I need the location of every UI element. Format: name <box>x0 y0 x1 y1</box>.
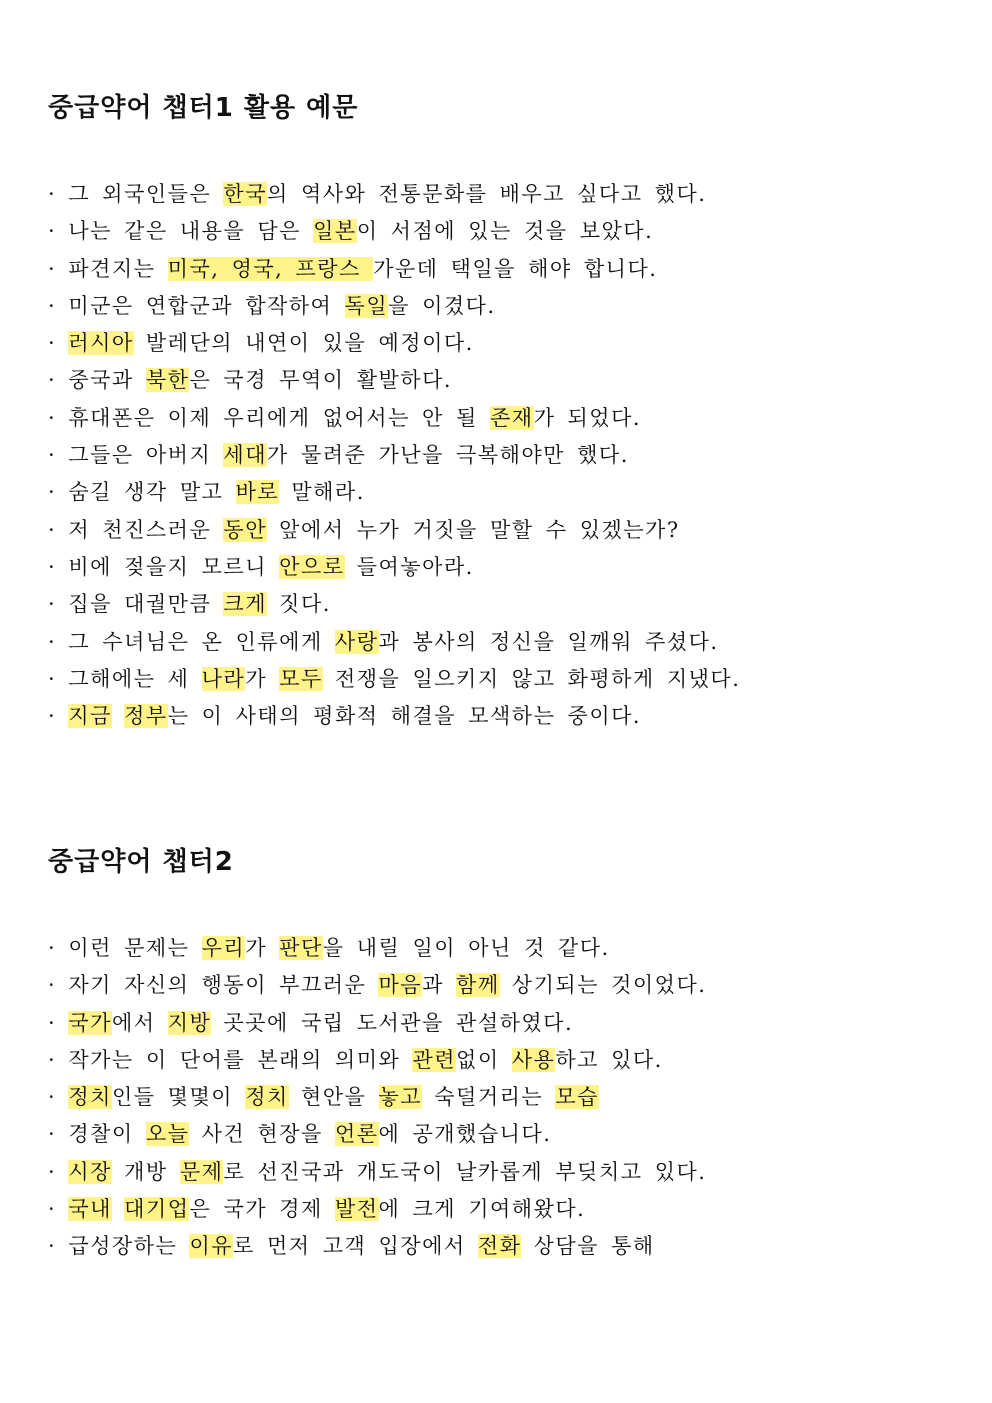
example-sentence <box>48 549 948 586</box>
highlighted-term: 한국 <box>223 182 267 206</box>
sentence-text: · 중국과 <box>48 368 146 393</box>
example-sentence <box>48 698 948 735</box>
sentence-text: · 숨길 생각 말고 <box>48 480 236 505</box>
example-sentence <box>48 362 948 399</box>
section-chapter-1 <box>48 88 948 735</box>
sentence-text: 없이 <box>456 1047 512 1072</box>
highlighted-term: 모두 <box>279 666 323 691</box>
highlighted-term: 언론 <box>334 1122 379 1147</box>
highlighted-term: 국내 <box>68 1197 112 1222</box>
sentence-text: 현안을 <box>288 1085 379 1110</box>
example-sentence <box>48 930 948 967</box>
example-sentence <box>48 967 948 1004</box>
sentence-text: · 비에 젖을지 모르니 <box>48 554 280 579</box>
sentence-text: 개방 <box>111 1159 180 1184</box>
highlighted-term: 사랑 <box>334 629 379 654</box>
sentence-text: 곳곳에 국립 도서관을 관설하였다. <box>211 1010 574 1035</box>
sentence-text: 앞에서 누가 거짓을 말할 수 있겠는가? <box>267 517 680 542</box>
sentence-text: 전쟁을 일으키지 않고 화평하게 지냈다. <box>322 666 741 691</box>
highlighted-term: 크게 <box>223 592 267 617</box>
section-title: 중급약어 챕터1 활용 예문 <box>48 93 359 123</box>
highlighted-term: 나라 <box>201 666 246 691</box>
sentence-text: · 휴대폰은 이제 우리에게 없어서는 안 될 <box>48 405 490 430</box>
highlighted-term: 일본 <box>313 219 357 244</box>
highlighted-term: 지금 <box>68 704 112 729</box>
highlighted-term: 마음 <box>378 973 423 998</box>
example-sentence <box>48 661 948 698</box>
sentence-text: 과 봉사의 정신을 일깨워 주셨다. <box>378 629 719 654</box>
sentence-text: 을 내릴 일이 아닌 것 같다. <box>322 936 610 960</box>
sentence-text: · 급성장하는 <box>48 1234 190 1259</box>
sentence-text: · <box>48 704 69 729</box>
highlighted-term: 바로 <box>235 480 280 505</box>
example-sentence <box>48 512 948 549</box>
example-sentence <box>48 1042 948 1079</box>
example-sentence <box>48 1228 948 1265</box>
example-sentence <box>48 1116 948 1153</box>
highlighted-term: 동안 <box>223 517 267 542</box>
example-sentence <box>48 437 948 474</box>
highlighted-term: 오늘 <box>145 1122 190 1147</box>
sentence-text: · 그 수녀님은 온 인류에게 <box>48 629 335 654</box>
highlighted-term: 지방 <box>167 1010 212 1035</box>
sentence-text: 의 역사와 전통문화를 배우고 싶다고 했다. <box>267 182 707 206</box>
sentence-text: · 그들은 아버지 <box>48 443 224 468</box>
highlighted-term: 이유 <box>189 1234 234 1259</box>
highlighted-term: 정부 <box>124 704 168 729</box>
highlighted-term: 정치 <box>245 1085 289 1110</box>
sentence-text: 하고 있다. <box>555 1047 663 1072</box>
sentence-text <box>112 704 124 728</box>
sentence-text: 을 이겼다. <box>388 293 496 318</box>
sentence-text: 가 <box>245 936 280 960</box>
sentence-text: 로 먼저 고객 입장에서 <box>233 1234 478 1259</box>
sentence-text: 이 서점에 있는 것을 보았다. <box>356 219 654 244</box>
highlighted-term: 존재 <box>489 405 534 430</box>
sentence-text: · 저 천진스러운 <box>48 517 224 542</box>
sentence-text: 들여놓아라. <box>344 554 474 579</box>
highlighted-term: 전화 <box>477 1234 522 1259</box>
sentence-text: · 자기 자신의 행동이 부끄러운 <box>48 973 379 998</box>
example-sentence-list <box>48 176 948 735</box>
example-sentence <box>48 288 948 325</box>
section-title: 중급약어 챕터2 <box>48 847 234 877</box>
sentence-text: 가운데 택일을 해야 합니다. <box>373 256 658 281</box>
sentence-text: 가 물려준 가난을 극복해야만 했다. <box>267 443 629 468</box>
example-sentence <box>48 400 948 437</box>
highlighted-term: 발전 <box>334 1197 379 1222</box>
highlighted-term: 대기업 <box>124 1197 190 1222</box>
sentence-text: · <box>48 1159 69 1184</box>
highlighted-term: 세대 <box>223 443 267 468</box>
example-sentence <box>48 1005 948 1042</box>
sentence-text <box>112 1197 124 1221</box>
sentence-text: · 경찰이 <box>48 1122 146 1147</box>
example-sentence-list <box>48 930 948 1266</box>
example-sentence <box>48 586 948 623</box>
example-sentence <box>48 1079 948 1116</box>
sentence-text: · 그해에는 세 <box>48 666 202 691</box>
sentence-text: 에서 <box>111 1010 168 1035</box>
sentence-text: 에 공개했습니다. <box>378 1122 552 1147</box>
example-sentence <box>48 1191 948 1228</box>
sentence-text: · <box>48 1010 69 1035</box>
sentence-text: 발레단의 내연이 있을 예정이다. <box>133 331 474 356</box>
highlighted-term: 독일 <box>344 293 389 318</box>
sentence-text: 사건 현장을 <box>189 1122 335 1147</box>
sentence-text: 은 국가 경제 <box>189 1197 335 1222</box>
sentence-text: 숙덜거리는 <box>422 1085 556 1110</box>
sentence-text: 은 국경 무역이 활발하다. <box>189 368 453 393</box>
sentence-text: 상기되는 것이었다. <box>499 973 707 998</box>
sentence-text: · <box>48 1197 69 1222</box>
highlighted-term: 문제 <box>179 1159 224 1184</box>
sentence-text: 가 되었다. <box>533 405 642 430</box>
sentence-text: · 집을 대궐만큼 <box>48 592 224 617</box>
example-sentence <box>48 1154 948 1191</box>
sentence-text: 말해라. <box>279 480 365 505</box>
example-sentence <box>48 176 948 213</box>
highlighted-term: 관련 <box>412 1047 457 1072</box>
sentence-text: · 그 외국인들은 <box>48 182 224 206</box>
sentence-text: · <box>48 1085 69 1110</box>
example-sentence <box>48 213 948 250</box>
highlighted-term: 우리 <box>201 936 246 960</box>
highlighted-term: 러시아 <box>68 331 134 356</box>
highlighted-term: 국가 <box>68 1010 112 1035</box>
highlighted-term: 놓고 <box>378 1085 423 1110</box>
example-sentence <box>48 325 948 362</box>
sentence-text: · 이런 문제는 <box>48 936 202 960</box>
highlighted-term: 모습 <box>555 1085 599 1110</box>
sentence-text: · 미군은 연합군과 합작하여 <box>48 293 345 318</box>
example-sentence <box>48 624 948 661</box>
sentence-text: · 작가는 이 단어를 본래의 의미와 <box>48 1047 413 1072</box>
sentence-text: 로 선진국과 개도국이 날카롭게 부딪치고 있다. <box>223 1159 707 1184</box>
highlighted-term: 시장 <box>68 1159 112 1184</box>
sentence-text: 상담을 통해 <box>521 1234 655 1259</box>
section-chapter-2 <box>48 842 948 1266</box>
sentence-text: 인들 몇몇이 <box>111 1085 246 1110</box>
highlighted-term: 사용 <box>511 1047 556 1072</box>
sentence-text: · <box>48 331 69 356</box>
sentence-text: 가 <box>245 666 280 691</box>
sentence-text: 과 <box>422 973 457 998</box>
sentence-text: 에 크게 기여해왔다. <box>378 1197 586 1222</box>
example-sentence <box>48 251 948 288</box>
example-sentence <box>48 474 948 511</box>
highlighted-term: 판단 <box>279 936 323 960</box>
sentence-text: · 나는 같은 내용을 담은 <box>48 219 314 244</box>
highlighted-term: 안으로 <box>279 554 345 579</box>
sentence-text: · 파견지는 <box>48 256 168 281</box>
highlighted-term: 미국, 영국, 프랑스 <box>167 256 374 281</box>
highlighted-term: 함께 <box>456 973 500 998</box>
highlighted-term: 정치 <box>68 1085 112 1110</box>
sentence-text: 짓다. <box>267 592 331 617</box>
sentence-text: 는 이 사태의 평화적 해결을 모색하는 중이다. <box>167 704 642 729</box>
highlighted-term: 북한 <box>145 368 190 393</box>
